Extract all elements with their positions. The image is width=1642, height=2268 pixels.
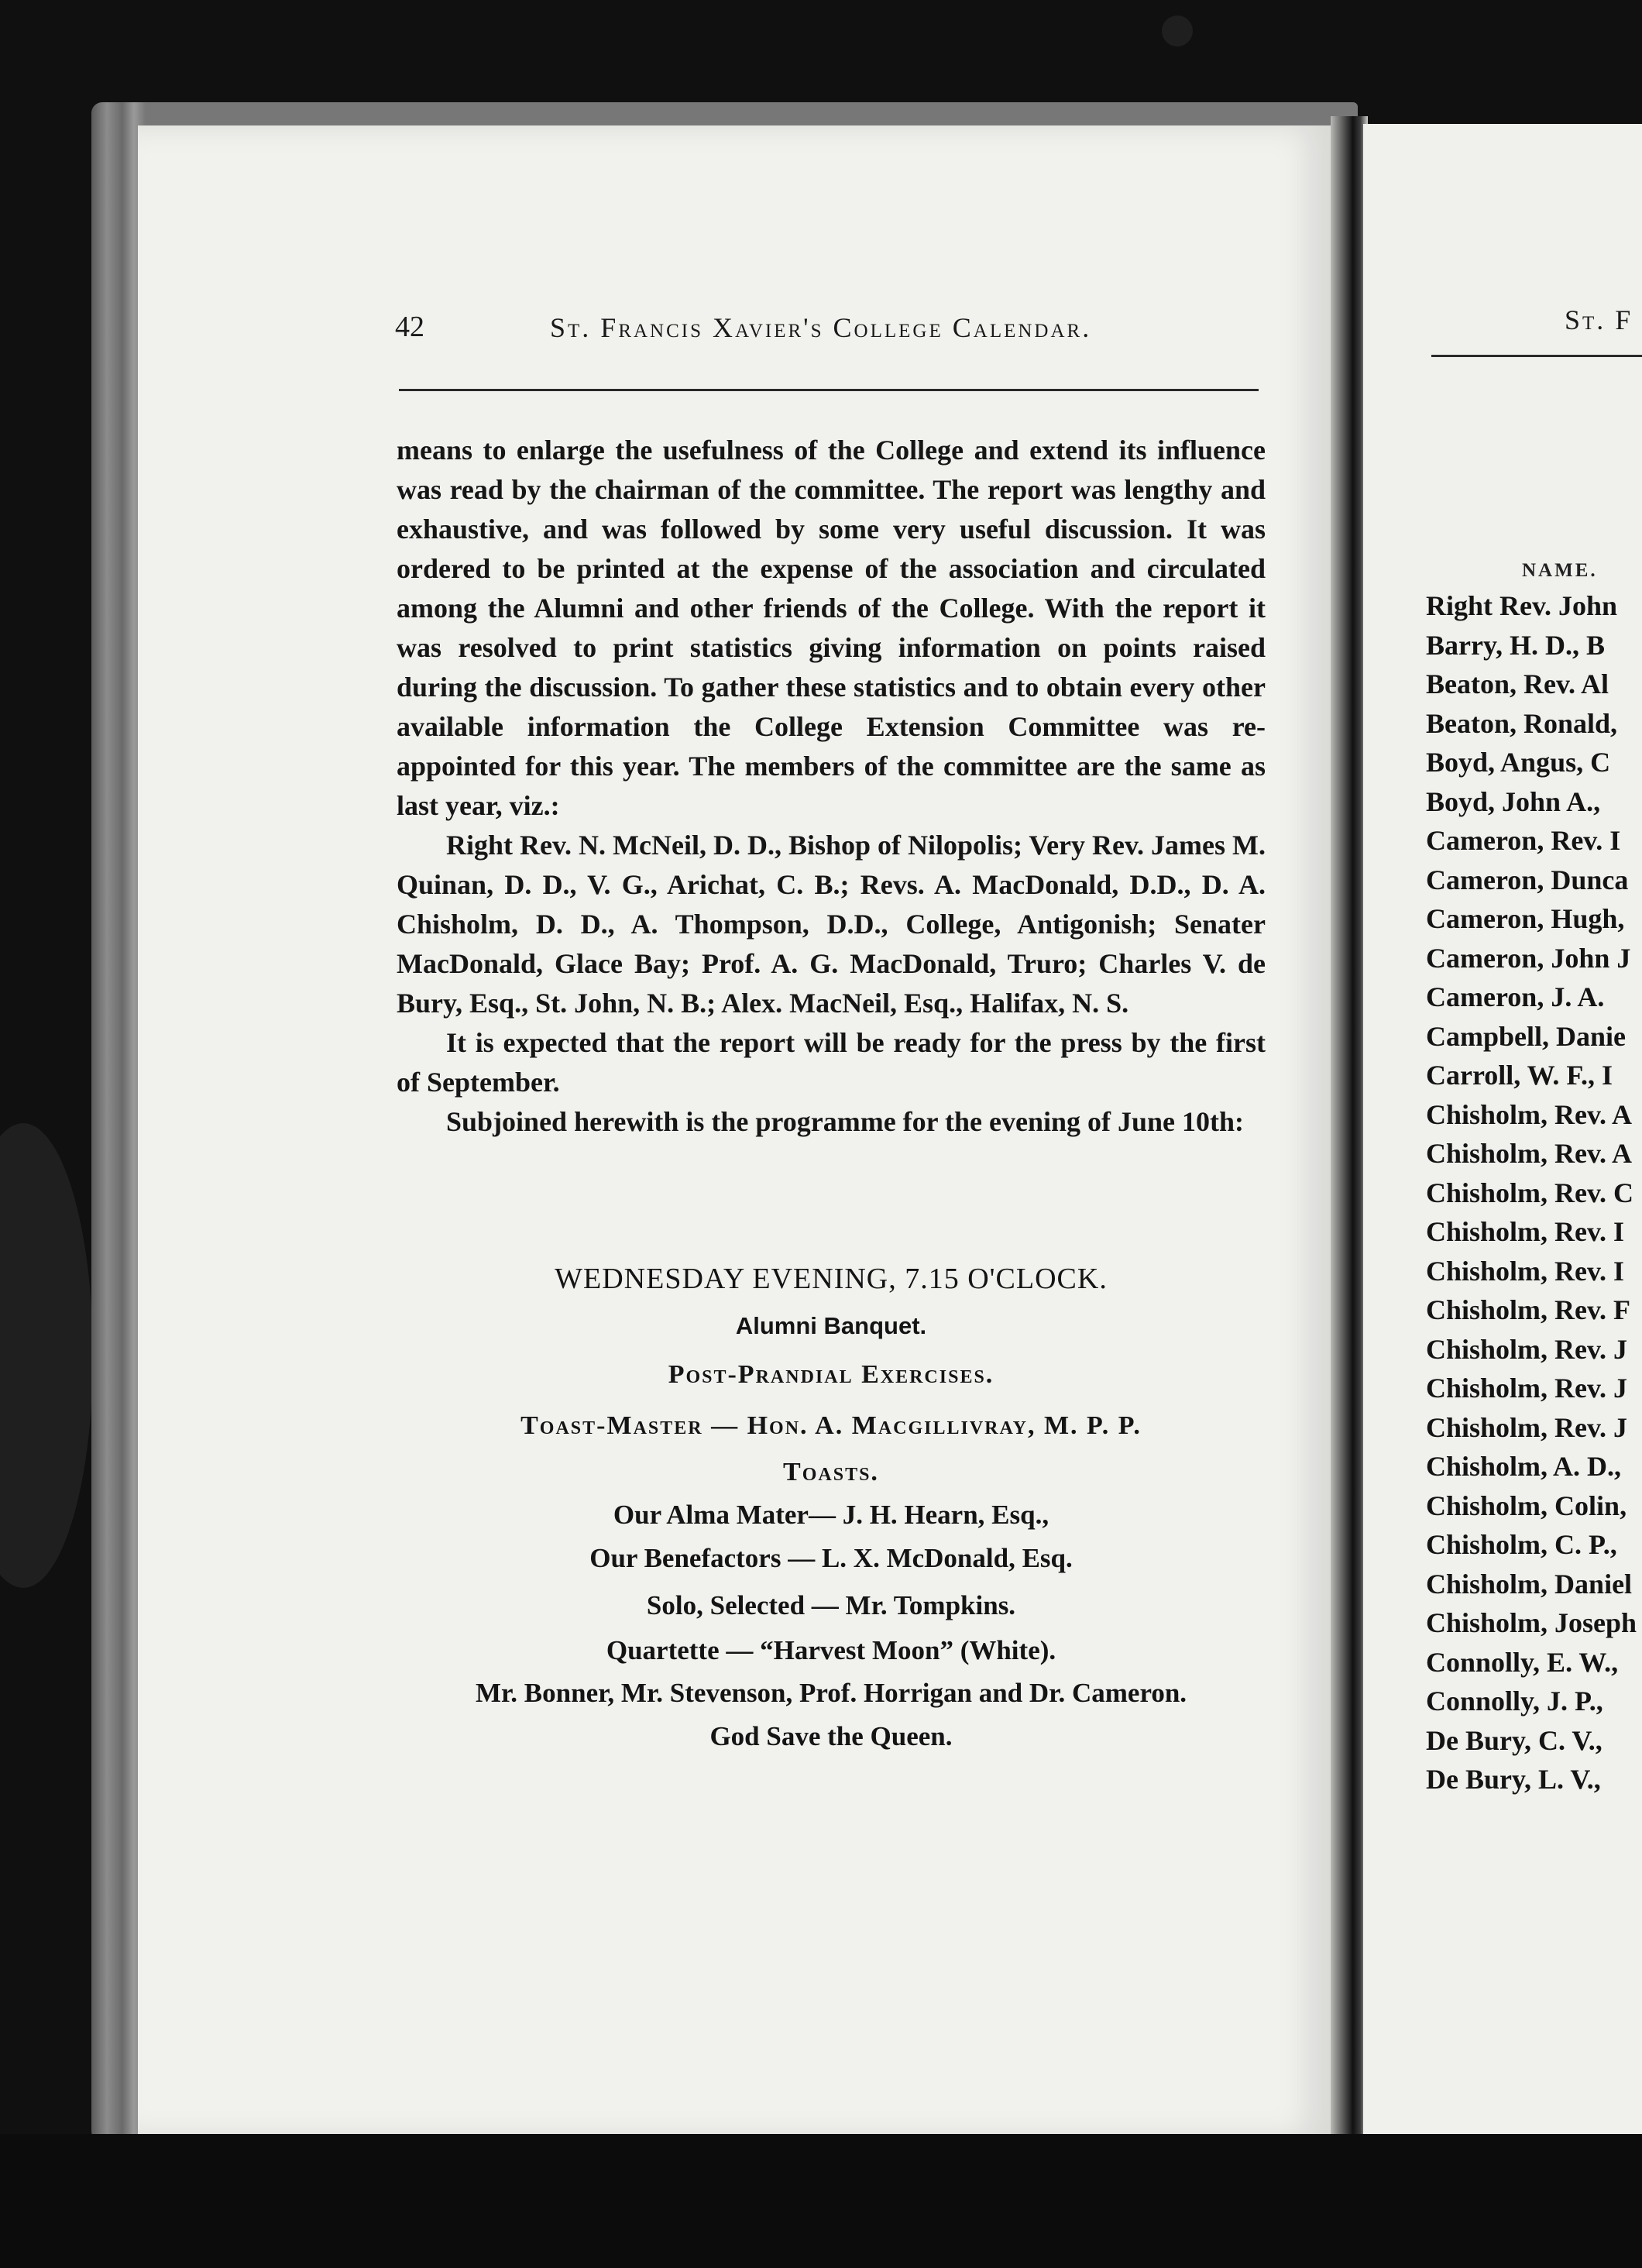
name-entry: Chisholm, Daniel bbox=[1426, 1568, 1633, 1600]
background-blotch bbox=[0, 1123, 93, 1588]
name-entry: Chisholm, Rev. J bbox=[1426, 1373, 1628, 1404]
running-title: St. Francis Xavier's College Calendar. bbox=[550, 312, 1092, 343]
programme-toast-master: Toast-Master — Hon. A. Macgillivray, M. P. P. bbox=[520, 1411, 1142, 1440]
name-entry: Chisholm, A. D., bbox=[1426, 1451, 1622, 1482]
name-entry: Cameron, Rev. I bbox=[1426, 825, 1621, 856]
programme-heading: WEDNESDAY EVENING, 7.15 O'CLOCK. bbox=[555, 1263, 1108, 1295]
name-entry: Connolly, J. P., bbox=[1426, 1686, 1603, 1716]
page-header bbox=[395, 310, 1262, 364]
name-entry: Chisholm, Rev. C bbox=[1426, 1177, 1634, 1208]
name-entry: Chisholm, Joseph bbox=[1426, 1607, 1637, 1638]
header-rule bbox=[399, 389, 1259, 391]
right-page bbox=[1363, 124, 1642, 2136]
right-header-rule bbox=[1431, 355, 1642, 357]
programme-line: Quartette — “Harvest Moon” (White). bbox=[606, 1635, 1056, 1665]
name-entry: Right Rev. John bbox=[1426, 590, 1618, 621]
programme-toasts-heading: Toasts. bbox=[783, 1458, 879, 1486]
programme-line: God Save the Queen. bbox=[709, 1721, 953, 1751]
programme-line: Mr. Bonner, Mr. Stevenson, Prof. Horrigan and Dr. Cameron. bbox=[475, 1678, 1187, 1708]
name-entry: Connolly, E. W., bbox=[1426, 1646, 1619, 1678]
name-entry: Boyd, John A., bbox=[1426, 785, 1601, 817]
name-entry: Boyd, Angus, C bbox=[1426, 747, 1611, 778]
name-entry: Chisholm, C. P., bbox=[1426, 1529, 1617, 1560]
name-entry: Chisholm, Colin, bbox=[1426, 1490, 1627, 1521]
name-entry: Chisholm, Rev. A bbox=[1426, 1098, 1633, 1130]
name-entry: Chisholm, Rev. J bbox=[1426, 1411, 1628, 1443]
name-entry: Cameron, Hugh, bbox=[1426, 903, 1625, 934]
paragraph: Right Rev. N. McNeil, D. D., Bishop of Nilopolis; Very Rev. James M. Quinan, D. D., V. G., Arichat, C. B.; Revs. A. MacDonald, D.D., D. A. Chisholm, D. D., A. Thompson, D.D., College, Antigonish; Senater MacDonald, Glace Bay; Prof. A. G. MacDonald, Truro; Charles V. de Bury, Esq., St. John, N. B.; Alex. MacNeil, Esq., Halifax, N. S. bbox=[397, 830, 1266, 1019]
names-list bbox=[1426, 586, 1637, 1799]
book-gutter bbox=[1331, 116, 1368, 2146]
name-entry: Chisholm, Rev. J bbox=[1426, 1333, 1628, 1365]
name-entry: Cameron, Dunca bbox=[1426, 864, 1629, 895]
name-entry: Chisholm, Rev. I bbox=[1426, 1255, 1625, 1287]
programme-exercises: Post-Prandial Exercises. bbox=[668, 1360, 994, 1389]
name-entry: De Bury, L. V., bbox=[1426, 1764, 1601, 1795]
page-number: 42 bbox=[395, 311, 424, 343]
name-entry: Cameron, J. A. bbox=[1426, 981, 1605, 1012]
name-entry: Beaton, Ronald, bbox=[1426, 707, 1618, 739]
name-entry: De Bury, C. V., bbox=[1426, 1724, 1602, 1756]
background-blotch bbox=[1162, 15, 1193, 46]
name-entry: Chisholm, Rev. A bbox=[1426, 1138, 1633, 1169]
name-column-label: NAME. bbox=[1522, 560, 1598, 581]
name-entry: Chisholm, Rev. I bbox=[1426, 1216, 1625, 1247]
programme-line: Our Benefactors — L. X. McDonald, Esq. bbox=[589, 1543, 1073, 1573]
scanner-surface bbox=[0, 2134, 1642, 2268]
name-entry: Chisholm, Rev. F bbox=[1426, 1294, 1631, 1325]
name-entry: Campbell, Danie bbox=[1426, 1020, 1627, 1052]
name-entry: Carroll, W. F., I bbox=[1426, 1060, 1613, 1091]
name-entry: Beaton, Rev. Al bbox=[1426, 668, 1609, 699]
body-text bbox=[397, 431, 1266, 1142]
programme-banquet: Alumni Banquet. bbox=[735, 1312, 927, 1339]
name-entry: Barry, H. D., B bbox=[1426, 629, 1605, 661]
right-running-title: St. F bbox=[1565, 304, 1633, 335]
programme-line: Our Alma Mater— J. H. Hearn, Esq., bbox=[613, 1500, 1049, 1530]
paragraph: Subjoined herewith is the programme for the evening of June 10th: bbox=[446, 1106, 1244, 1137]
name-entry: Cameron, John J bbox=[1426, 942, 1631, 974]
paragraph: means to enlarge the usefulness of the College and extend its influence was read by the chairman of the committee. The report was lengthy and exhaustive, and was followed by some very useful discussion. It was ordered to be printed at the expense of the association and circulated among the Alumni and other friends of the College. With the report it was resolved to print statistics giving information on points raised during the discussion. To gather these statistics and to obtain every other available information the College Extension Committee was re-appointed for this year. The members of the committee are the same as last year, viz.: bbox=[397, 435, 1266, 821]
paragraph: It is expected that the report will be ready for the press by the first of September. bbox=[397, 1027, 1266, 1098]
programme bbox=[397, 1255, 1266, 1758]
programme-line: Solo, Selected — Mr. Tompkins. bbox=[646, 1590, 1016, 1620]
